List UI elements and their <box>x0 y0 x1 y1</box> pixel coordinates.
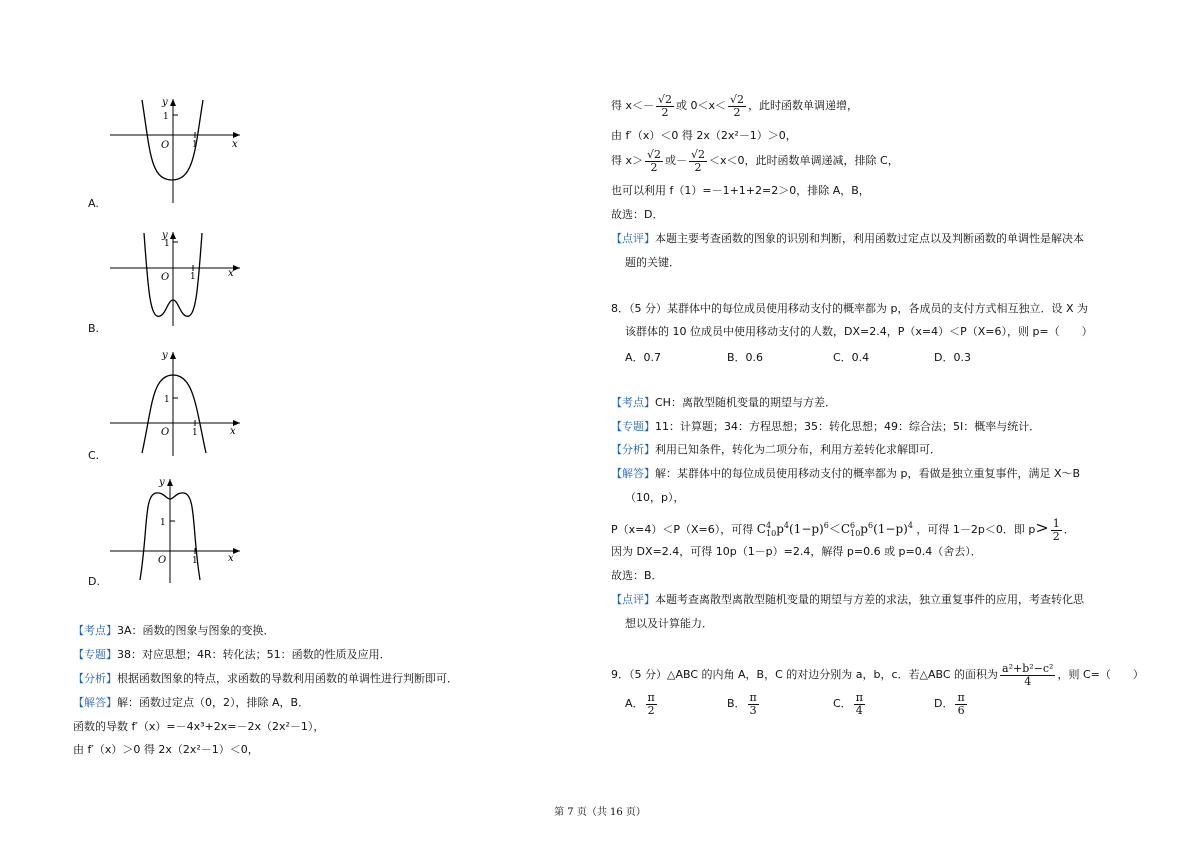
q8-dianping-text: 本题考查离散型离散型随机变量的期望与方差的求法，独立重复事件的应用，考查转化思 <box>655 593 1084 606</box>
frac-num: a²+b²−c² <box>1002 661 1054 675</box>
frac-num: 1 <box>1052 516 1060 530</box>
frac-num: π <box>647 690 655 704</box>
frac-pi-over-2 <box>646 692 657 717</box>
q9-stem <box>611 660 1144 690</box>
fenxi-line <box>73 672 458 686</box>
q9-option-b <box>727 690 761 718</box>
q8-kaodian-line <box>611 396 836 410</box>
frac-den: 2 <box>1052 529 1060 543</box>
q8-fenxi-text: 利用已知条件，转化为二项分布，利用方差转化求解即可． <box>655 443 941 456</box>
graph-c <box>100 348 250 458</box>
r1-text-b: 或 0＜x＜ <box>676 99 727 112</box>
frac-den: 2 <box>694 160 702 174</box>
frac-sqrt2-over-2 <box>728 94 746 119</box>
q8-prob-text-a: P（x=4）＜P（X=6），可得 <box>611 523 754 536</box>
axis-origin-label: O <box>161 427 170 438</box>
dianping-line <box>611 232 1084 246</box>
q8-prob-text-b: ，可得 1－2p＜0．即 p <box>916 523 1036 536</box>
kaodian-line <box>73 624 275 638</box>
q8-stem-2: 该群体的 10 位成员中使用移动支付的人数，DX=2.4，P（x=4）＜P（X=6），则 p=（ ） <box>625 325 1093 338</box>
inequality-line: 由 f′（x）＞0 得 2x（2x²－1）＜0， <box>73 743 259 756</box>
axis-y-label: y <box>159 477 165 488</box>
q9-option-label: A． <box>625 697 644 710</box>
axis-one-label: 1 <box>160 518 166 528</box>
frac-num: π <box>957 690 965 704</box>
frac-one-half <box>1051 518 1062 543</box>
frac-den: 2 <box>647 703 655 717</box>
jieda-tag: 【解答】 <box>73 696 117 709</box>
q8-dianping-line <box>611 593 1084 607</box>
axis-one-x-label: 1 <box>192 556 198 566</box>
kaodian-text: 3A：函数的图象与图象的变换． <box>117 624 275 637</box>
r1-text-c: ，此时函数单调递增， <box>748 99 859 112</box>
frac-num: √2 <box>658 92 673 106</box>
gt-symbol: > <box>1035 518 1049 537</box>
frac-num: √2 <box>647 147 662 161</box>
q8-dx-line: 因为 DX=2.4，可得 10p（1－p）=2.4，解得 p=0.6 或 p=0.4（舍去）． <box>611 545 982 558</box>
axis-origin-label: O <box>158 555 167 566</box>
q8-option-a: A．0.7 <box>625 351 662 364</box>
option-c: C. <box>88 449 100 462</box>
fenxi-tag: 【分析】 <box>73 672 117 685</box>
axis-x-label: x <box>232 139 238 150</box>
frac-sqrt2-over-2 <box>645 149 663 174</box>
axis-one-x-label: 1 <box>192 140 198 150</box>
jieda-line <box>73 696 309 710</box>
r3-text-c: ＜x＜0，此时函数单调递减，排除 C， <box>709 154 899 167</box>
frac-den: 4 <box>855 703 863 717</box>
q8-prob-line: P（x=4）＜P（X=6），可得 $C^4_{10}p^4(1-p)^6<C^6_{10}p^6(1-p)^4$ ，可得 1－2p＜0．即 p> $\frac{1}{2}$ ． <box>611 516 1075 543</box>
r-line-2: 由 f′（x）＜0 得 2x（2x²－1）＞0， <box>611 129 797 142</box>
q8-kaodian-tag: 【考点】 <box>611 396 655 409</box>
q9-option-a <box>625 690 659 718</box>
axis-x-label: x <box>228 268 234 279</box>
frac-pi-over-6 <box>955 692 966 717</box>
zhuanti-text: 38：对应思想；4R：转化法；51：函数的性质及应用． <box>117 648 391 661</box>
frac-num: π <box>749 690 757 704</box>
q9-option-c <box>833 690 867 718</box>
axis-y-label: y <box>162 97 168 108</box>
frac-den: 3 <box>749 703 757 717</box>
option-a: A. <box>88 197 99 210</box>
q9-option-label: B． <box>727 697 746 710</box>
q8-zhuanti-tag: 【专题】 <box>611 420 655 433</box>
axis-y-label: y <box>162 230 168 241</box>
frac-num: √2 <box>730 92 745 106</box>
q8-option-d: D．0.3 <box>934 351 971 364</box>
jieda-text: 解：函数过定点（0，2），排除 A，B． <box>117 696 310 709</box>
frac-den: 2 <box>650 160 658 174</box>
axis-one-x-label: 1 <box>192 428 198 438</box>
q8-jieda-line-2: （10，p）， <box>625 491 685 504</box>
r1-text-a: 得 x＜－ <box>611 99 655 112</box>
graph-a <box>100 95 250 205</box>
q8-answer-line: 故选：B． <box>611 569 663 582</box>
q9-option-d <box>934 690 969 718</box>
frac-num: √2 <box>691 147 706 161</box>
axis-one-label: 1 <box>163 112 169 122</box>
q8-kaodian-text: CH：离散型随机变量的期望与方差． <box>655 396 836 409</box>
q8-option-b: B．0.6 <box>727 351 764 364</box>
frac-den: 6 <box>957 703 965 717</box>
q8-jieda-tag: 【解答】 <box>611 467 655 480</box>
frac-den: 4 <box>1024 674 1032 688</box>
q9-option-label: C． <box>833 697 852 710</box>
axis-one-x-label: 1 <box>190 272 196 282</box>
q8-binomial-expression: $C^4_{10}p^4(1-p)^6<C^6_{10}p^6(1-p)^4$ <box>756 521 913 539</box>
frac-pi-over-4 <box>854 692 865 717</box>
q8-stem-1: 8．（5 分）某群体中的每位成员使用移动支付的概率都为 p，各成员的支付方式相互独立．设 X 为 <box>611 302 1088 315</box>
axis-one-label: 1 <box>164 239 170 249</box>
q9-text-a: 9．（5 分）△ABC 的内角 A，B，C 的对边分别为 a，b，c．若△ABC 的面积为 <box>611 668 999 681</box>
zhuanti-tag: 【专题】 <box>73 648 117 661</box>
option-d: D. <box>88 575 100 588</box>
q9-option-label: D． <box>934 697 954 710</box>
q8-dianping-line-2: 想以及计算能力． <box>625 617 713 630</box>
dianping-line-2: 题的关键． <box>625 256 680 269</box>
q8-dianping-tag: 【点评】 <box>611 593 655 606</box>
r-line-4: 也可以利用 f（1）=－1+1+2=2＞0，排除 A，B， <box>611 184 870 197</box>
frac-den: 2 <box>661 105 669 119</box>
r3-text-b: 或－ <box>665 154 688 167</box>
q8-option-c: C．0.4 <box>833 351 870 364</box>
q8-fenxi-line <box>611 443 941 457</box>
graph-b <box>100 228 250 328</box>
dianping-text: 本题主要考查函数的图象的识别和判断，利用函数过定点以及判断函数的单调性是解决本 <box>655 232 1084 245</box>
q8-fenxi-tag: 【分析】 <box>611 443 655 456</box>
page-footer: 第 7 页（共 16 页） <box>554 807 646 818</box>
r-line-5: 故选：D． <box>611 208 664 221</box>
fenxi-text: 根据函数图象的特点，求函数的导数利用函数的单调性进行判断即可． <box>117 672 458 685</box>
q8-zhuanti-text: 11：计算题；34：方程思想；35：转化思想；49：综合法；5I：概率与统计． <box>655 420 1041 433</box>
frac-sqrt2-over-2 <box>656 94 674 119</box>
frac-pi-over-3 <box>748 692 759 717</box>
zhuanti-line <box>73 648 391 662</box>
graph-d <box>100 475 250 585</box>
r-line-1 <box>611 93 858 119</box>
r3-text-a: 得 x＞ <box>611 154 644 167</box>
dianping-tag: 【点评】 <box>611 232 655 245</box>
axis-one-label: 1 <box>164 395 170 405</box>
kaodian-tag: 【考点】 <box>73 624 117 637</box>
axis-x-label: x <box>228 553 234 564</box>
option-b: B. <box>88 322 100 335</box>
axis-y-label: y <box>162 350 168 361</box>
q8-jieda-text: 解：某群体中的每位成员使用移动支付的概率都为 p，看做是独立重复事件，满足 X～B <box>655 467 1081 480</box>
q9-text-b: ，则 C=（ ） <box>1057 668 1144 681</box>
frac-sqrt2-over-2 <box>689 149 707 174</box>
frac-num: π <box>855 690 863 704</box>
axis-origin-label: O <box>161 272 170 283</box>
derivative-line: 函数的导数 f′（x）=－4x³+2x=－2x（2x²－1）， <box>73 720 325 733</box>
axis-x-label: x <box>230 426 236 437</box>
q8-zhuanti-line <box>611 420 1040 434</box>
frac-den: 2 <box>733 105 741 119</box>
q8-jieda-line <box>611 467 1080 481</box>
axis-origin-label: O <box>161 140 170 151</box>
r-line-3 <box>611 148 899 174</box>
frac-area <box>1000 663 1055 688</box>
